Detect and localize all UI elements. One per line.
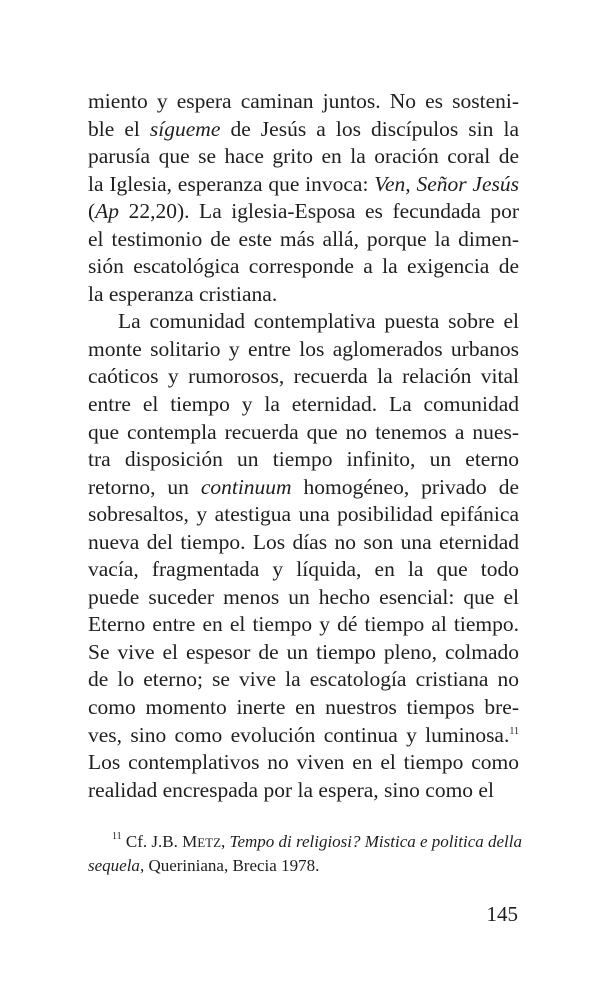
text-segment: ves, sino como evolución continua y luminosa. — [88, 722, 510, 747]
text-line — [88, 143, 519, 171]
footnote-ref: 11 — [509, 725, 519, 737]
text-segment: monte solitario y entre los aglomerados urbanos — [88, 336, 519, 361]
text-segment: la esperanza cristiana. — [88, 281, 278, 306]
text-segment: 22,20). La iglesia-Esposa es fecundada por — [119, 199, 519, 224]
text-segment: vacía, fragmentada y líquida, en la que todo — [88, 557, 519, 582]
text-line — [88, 611, 519, 639]
text-line — [88, 666, 519, 694]
text-segment: entre el tiempo y la eternidad. La comunidad — [88, 392, 519, 417]
text-segment: puede suceder menos un hecho esencial: que el — [88, 584, 519, 609]
text-line — [88, 777, 519, 805]
text-segment: ble el — [88, 116, 150, 141]
paragraph — [88, 88, 519, 308]
footnote-citation: Cf. J.B. M — [121, 832, 198, 851]
footnote-title-cont: sequela — [88, 856, 140, 875]
text-segment: Eterno entre en el tiempo y dé tiempo al tiempo. — [88, 612, 519, 637]
text-line — [88, 474, 519, 502]
italic-text: continuum — [200, 474, 292, 499]
footnote-publisher: , Queriniana, Brecia 1978. — [139, 856, 320, 875]
text-line — [88, 226, 519, 254]
text-segment: ( — [88, 199, 96, 224]
text-line — [88, 749, 519, 777]
footnote — [88, 830, 522, 877]
text-line — [88, 198, 519, 226]
text-line — [88, 694, 519, 722]
text-segment: miento y espera caminan juntos. No es sosteni- — [88, 89, 519, 113]
italic-text: Ap — [95, 199, 120, 224]
text-segment: nueva del tiempo. Los días no son una eternidad — [88, 529, 519, 554]
text-line — [88, 446, 519, 474]
text-line — [88, 501, 519, 529]
text-segment: sión escatológica corresponde a la exigencia de — [88, 254, 519, 279]
text-segment: que contempla recuerda que no tenemos a nues- — [88, 419, 519, 444]
text-line — [88, 281, 519, 309]
text-segment: homogéneo, privado de — [291, 474, 520, 499]
text-segment: de lo eterno; se vive la escatología cristiana no — [88, 667, 519, 692]
text-segment: caóticos y rumorosos, recuerda la relación vital — [88, 364, 519, 389]
paragraph — [88, 308, 519, 804]
text-segment: parusía que se hace grito en la oración coral de — [88, 144, 519, 169]
text-line — [88, 419, 519, 447]
body-text — [88, 88, 519, 804]
italic-text: Ven, Señor Jesús — [374, 171, 519, 196]
page-number: 145 — [486, 902, 518, 926]
text-segment: sobresaltos, y atestigua una posibilidad epifánica — [88, 502, 519, 527]
text-line — [88, 584, 519, 612]
footnote-number: 11 — [112, 831, 122, 842]
text-line — [88, 253, 519, 281]
text-line — [88, 363, 519, 391]
text-segment: el testimonio de este más allá, porque la dimen- — [88, 226, 519, 251]
text-segment: la Iglesia, esperanza que invoca: — [88, 171, 375, 196]
text-segment: como momento inerte en nuestros tiempos bre- — [88, 695, 519, 720]
text-segment: Los contemplativos no viven en el tiempo como — [88, 750, 519, 775]
footnote-sep: , — [221, 832, 230, 851]
text-line — [88, 639, 519, 667]
text-line — [88, 116, 519, 144]
text-segment: retorno, un — [88, 474, 201, 499]
text-line — [88, 529, 519, 557]
footnote-author: ETZ — [197, 835, 222, 850]
text-segment: La comunidad contemplativa puesta sobre el — [118, 309, 519, 334]
text-line — [88, 88, 519, 116]
text-line — [88, 308, 519, 336]
italic-text: sígueme — [149, 116, 221, 141]
text-segment: Se vive el espesor de un tiempo pleno, colmado — [88, 639, 519, 664]
footnote-title: Tempo di religiosi? Mistica e politica della — [229, 832, 522, 851]
text-line — [88, 391, 519, 419]
text-line — [88, 336, 519, 364]
text-line — [88, 171, 519, 199]
text-segment: de Jesús a los discípulos sin la — [220, 116, 519, 141]
text-segment: tra disposición un tiempo infinito, un eterno — [88, 447, 519, 472]
text-line — [88, 722, 519, 750]
text-segment: realidad encrespada por la espera, sino como el — [88, 777, 494, 802]
text-line — [88, 556, 519, 584]
